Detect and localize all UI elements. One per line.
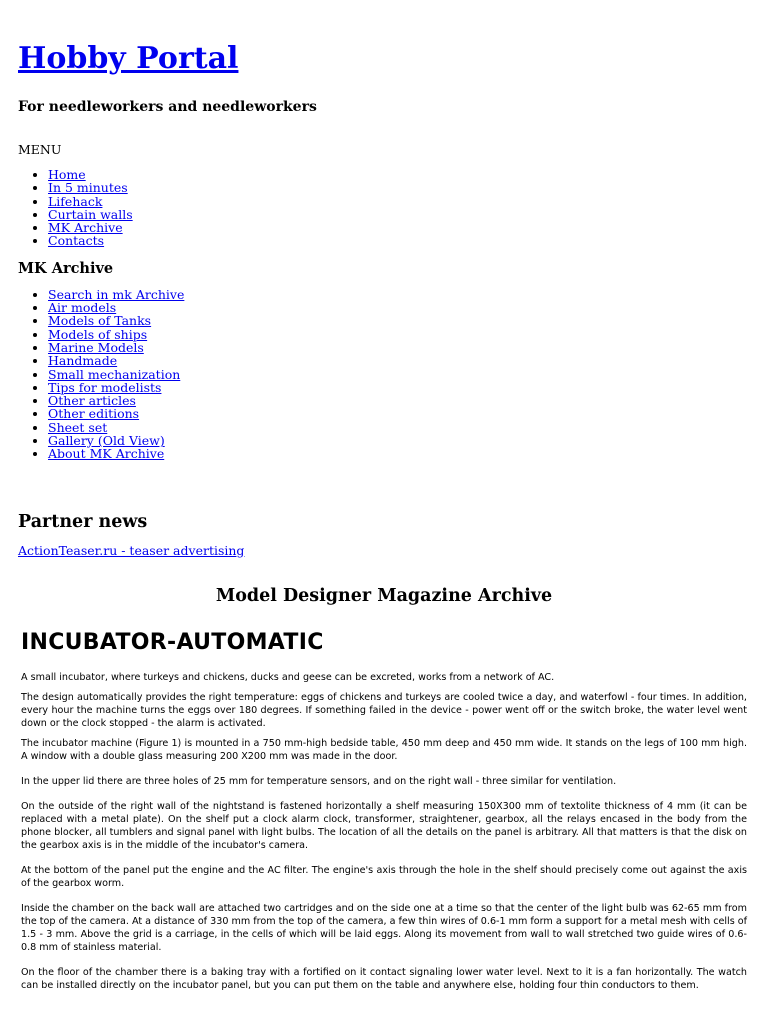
menu-item-contacts [48, 234, 750, 247]
archive-link-tips-for-modelists[interactable]: Tips for modelists [48, 379, 162, 395]
archive-item [48, 394, 750, 407]
magazine-title: Model Designer Magazine Archive [215, 585, 553, 606]
archive-category-list [18, 288, 750, 461]
menu-link-in-5-minutes[interactable]: In 5 minutes [48, 180, 128, 196]
archive-link-about-mk-archive[interactable]: About MK Archive [48, 446, 165, 462]
archive-link-air-models[interactable]: Air models [48, 300, 117, 316]
archive-link-other-editions[interactable]: Other editions [48, 406, 140, 422]
menu-item-lifehack [48, 195, 750, 208]
menu-link-home[interactable]: Home [48, 167, 86, 182]
menu-item-curtain-walls [48, 208, 750, 221]
archive-item [48, 288, 750, 301]
article-paragraph: In the upper lid there are three holes of 25 mm for temperature sensors, and on the right wall - three similar for ventilation. [21, 775, 617, 787]
partner-news-link[interactable]: ActionTeaser.ru - teaser advertising [18, 542, 245, 558]
archive-link-small-mechanization[interactable]: Small mechanization [48, 366, 181, 382]
archive-item [48, 354, 750, 367]
archive-link-models-of-tanks[interactable]: Models of Tanks [48, 313, 152, 329]
menu-item-in-5-minutes [48, 181, 750, 194]
article-paragraph: At the bottom of the panel put the engine and the AC filter. The engine's axis through the hole in the shelf should precisely come out against the axis of the gearbox worm. [21, 864, 747, 889]
archive-link-marine-models[interactable]: Marine Models [48, 339, 144, 355]
menu-link-contacts[interactable]: Contacts [48, 233, 105, 249]
archive-item [48, 368, 750, 381]
main-menu-list [18, 168, 750, 248]
archive-link-handmade[interactable]: Handmade [48, 353, 118, 369]
archive-item [48, 421, 750, 434]
menu-item-mk-archive [48, 221, 750, 234]
menu-toggle-button[interactable]: MENU [18, 142, 62, 157]
menu-item-home [48, 168, 750, 181]
article-paragraph: A small incubator, where turkeys and chickens, ducks and geese can be excreted, works from a network of AC. [21, 671, 555, 683]
archive-item [48, 434, 750, 447]
archive-item [48, 381, 750, 394]
archive-item [48, 447, 750, 460]
partner-news-widget [18, 511, 750, 559]
archive-widget [18, 260, 750, 461]
archive-item [48, 301, 750, 314]
archive-widget-title: MK Archive [18, 259, 114, 277]
article-title: INCUBATOR-AUTOMATIC [21, 629, 324, 655]
article-paragraph: On the outside of the right wall of the nightstand is fastened horizontally a shelf measuring 150X300 mm of textolite thickness of 4 mm (it can be replaced with a metal plate). On the shelf put a clock alarm clock, transformer, straightener, gearbox, all the relays encased in the body from the phone blocker, all tumblers and signal panel with light bulbs. The location of all the details on the panel is arbitrary. All that matters is that the disk on the gearbox axis is in the middle of the incubator's camera. [21, 800, 747, 851]
archive-link-other-articles[interactable]: Other articles [48, 393, 136, 409]
partner-news-item [18, 543, 750, 559]
article-paragraph: The incubator machine (Figure 1) is mounted in a 750 mm-high bedside table, 450 mm deep and 450 mm wide. It stands on the legs of 100 mm high. A window with a double glass measuring 200 X200 mm was made in the door. [21, 737, 747, 762]
archive-link-sheet-set[interactable]: Sheet set [48, 419, 108, 435]
article [0, 629, 768, 992]
site-header [18, 0, 750, 116]
archive-link-gallery-old-view[interactable]: Gallery (Old View) [48, 433, 165, 449]
partner-news-title: Partner news [18, 511, 148, 532]
site-title-link[interactable]: Hobby Portal [18, 41, 239, 76]
article-paragraph: Inside the chamber on the back wall are attached two cartridges and on the side one at a time so that the center of the light bulb was 62-65 mm from the top of the camera. At a distance of 330 mm from the top of the camera, a few thin wires of 0.6-1 mm form a support for a metal mesh with cells of 1.5 - 3 mm. Above the grid is a carriage, in the cells of which will be laid eggs. Along its movement from wall to wall stretched two guide wires of 0.6-0.8 mm of stainless material. [21, 902, 747, 953]
menu-link-curtain-walls[interactable]: Curtain walls [48, 206, 133, 222]
archive-link-models-of-ships[interactable]: Models of ships [48, 326, 148, 342]
archive-item [48, 314, 750, 327]
archive-item [48, 407, 750, 420]
site-tagline: For needleworkers and needleworkers [18, 99, 317, 115]
archive-item [48, 341, 750, 354]
article-paragraph: The design automatically provides the right temperature: eggs of chickens and turkeys are cooled twice a day, and waterfowl - four times. In addition, every hour the machine turns the eggs over 180 degrees. If something failed in the device - power went off or the switch broke, the water level went down or the clock stopped - the alarm is activated. [21, 691, 747, 729]
archive-link-search[interactable]: Search in mk Archive [48, 286, 185, 302]
archive-item [48, 328, 750, 341]
main-navigation [18, 142, 750, 248]
article-paragraph: On the floor of the chamber there is a baking tray with a fortified on it contact signaling lower water level. Next to it is a fan horizontally. The watch can be installed directly on the incubator panel, but you can put them on the table and anywhere else, holding four thin conductors to them. [21, 966, 747, 991]
menu-link-mk-archive[interactable]: MK Archive [48, 220, 123, 236]
menu-link-lifehack[interactable]: Lifehack [48, 193, 103, 209]
site-title [18, 0, 750, 78]
